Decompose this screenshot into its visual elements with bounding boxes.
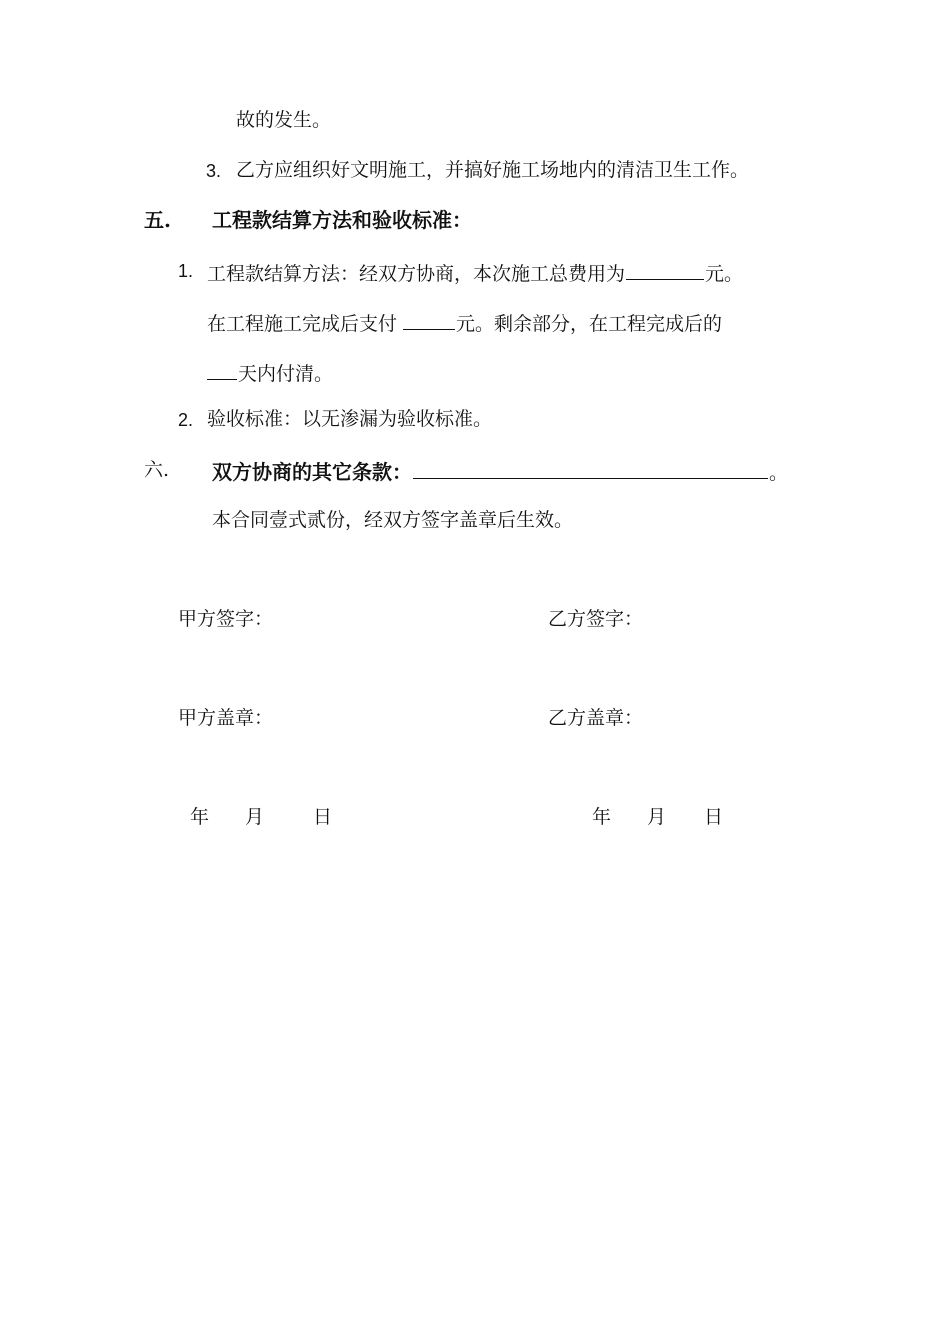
section-number: 五. bbox=[144, 208, 171, 232]
section-heading: 工程款结算方法和验收标准： bbox=[212, 208, 472, 232]
payment-amount-blank[interactable] bbox=[403, 311, 455, 330]
section-number: 六. bbox=[144, 459, 170, 481]
text-segment: 。 bbox=[769, 462, 789, 484]
days-blank[interactable] bbox=[207, 361, 237, 380]
party-a-date-year: 年 bbox=[190, 806, 210, 828]
party-b-seal-label: 乙方盖章： bbox=[548, 707, 644, 729]
list-item-text: 乙方应组织好文明施工，并搞好施工场地内的清洁卫生工作。 bbox=[236, 159, 750, 181]
text-segment: 元。剩余部分，在工程完成后的 bbox=[456, 313, 723, 335]
list-item-text bbox=[207, 261, 743, 284]
text-segment: 元。 bbox=[705, 263, 744, 285]
party-a-date-month: 月 bbox=[245, 806, 265, 828]
party-b-date-month: 月 bbox=[647, 806, 667, 828]
validity-statement: 本合同壹式贰份，经双方签字盖章后生效。 bbox=[212, 509, 574, 531]
party-a-seal-label: 甲方盖章： bbox=[178, 707, 274, 729]
other-terms-blank[interactable] bbox=[413, 460, 768, 479]
list-item-text bbox=[207, 361, 333, 384]
section-heading-line bbox=[212, 460, 788, 483]
list-number: 1. bbox=[178, 261, 194, 281]
list-number: 2. bbox=[178, 410, 194, 430]
text-segment: 天内付清。 bbox=[238, 363, 334, 385]
party-b-date-year: 年 bbox=[592, 806, 612, 828]
party-b-date-day: 日 bbox=[704, 806, 724, 828]
paragraph-continuation: 故的发生。 bbox=[236, 109, 332, 131]
party-a-signature-label: 甲方签字： bbox=[178, 608, 274, 630]
list-item-text: 验收标准：以无渗漏为验收标准。 bbox=[207, 408, 493, 430]
list-item-text bbox=[207, 311, 722, 334]
section-heading: 双方协商的其它条款： bbox=[212, 460, 412, 484]
party-a-date-day: 日 bbox=[313, 806, 333, 828]
text-segment: 在工程施工完成后支付 bbox=[207, 313, 398, 335]
list-number: 3. bbox=[206, 161, 222, 181]
total-cost-blank[interactable] bbox=[626, 261, 704, 280]
party-b-signature-label: 乙方签字： bbox=[548, 608, 644, 630]
text-segment: 工程款结算方法：经双方协商，本次施工总费用为 bbox=[207, 263, 626, 285]
